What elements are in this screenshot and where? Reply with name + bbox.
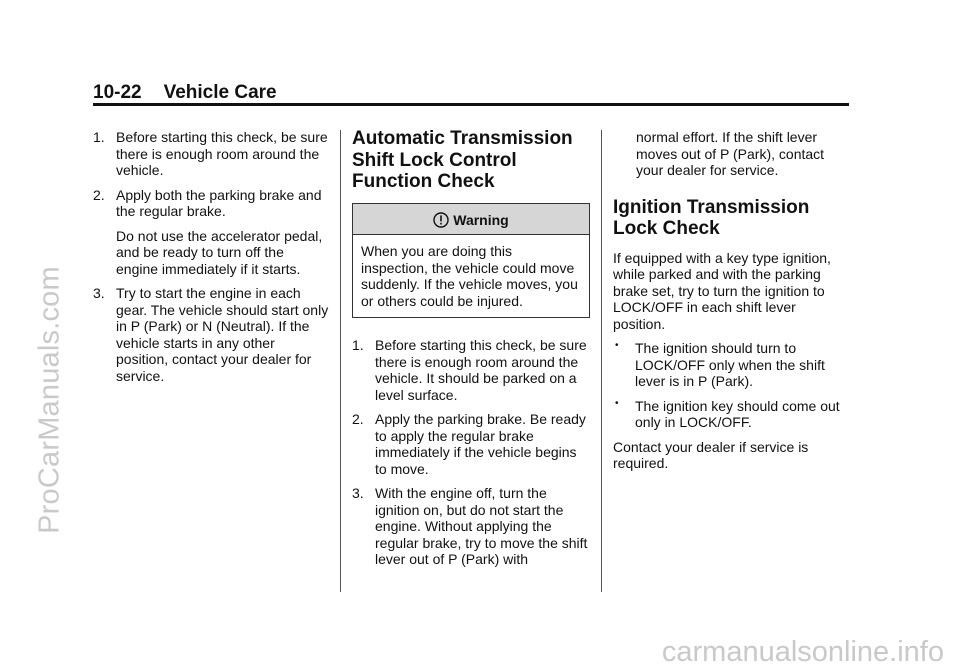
- intro-paragraph: If equipped with a key type ignition, while parked and with the parking brake set, try to turn the ignition to LOCK/OFF in each shift lever position.: [613, 249, 831, 332]
- bullet-text: The ignition key should come out only in LOCK/OFF.: [635, 397, 840, 430]
- page-number: 10-22: [93, 82, 142, 103]
- step-text: Apply the parking brake. Be ready to apply the regular brake immediately if the vehicle begins to move.: [375, 411, 586, 477]
- step-number: 1.: [93, 129, 105, 145]
- step-text: Before starting this check, be sure there is enough room around the vehicle. It should be parked on a level surface.: [375, 337, 587, 403]
- warning-icon: [433, 212, 449, 228]
- step-text: Try to start the engine in each gear. The vehicle should start only in P (Park) or N (Neutral). If the vehicle starts in any other position, contact your dealer for service.: [116, 285, 329, 384]
- warning-header: [353, 204, 589, 236]
- step-list: [93, 129, 329, 384]
- column-1: [93, 129, 329, 392]
- step-text: With the engine off, turn the ignition on, but do not start the engine. Without applying the regular brake, try to move the shift lever out of P (Park) with: [375, 485, 588, 567]
- list-item: [613, 398, 851, 431]
- column-3: [613, 129, 851, 480]
- list-item: [93, 129, 329, 179]
- column-2: [352, 128, 590, 576]
- bullet-list: [613, 340, 851, 431]
- list-item: [352, 337, 590, 403]
- step-number: 2.: [352, 411, 364, 427]
- column-divider-2: [601, 130, 602, 592]
- warning-box: [352, 203, 590, 319]
- step-number: 3.: [93, 285, 105, 301]
- section-heading: Automatic Transmission Shift Lock Control Function Check: [352, 128, 573, 192]
- bullet-icon: •: [615, 340, 619, 351]
- warning-label: Warning: [453, 211, 509, 228]
- warning-text: When you are doing this inspection, the vehicle could move suddenly. If the vehicle moves, you or others could be injured.: [361, 243, 578, 309]
- column-divider-1: [340, 130, 341, 592]
- page-header: [93, 82, 277, 104]
- list-item: [352, 411, 590, 477]
- step-text: Before starting this check, be sure there is enough room around the vehicle.: [116, 129, 328, 178]
- continued-step-text: normal effort. If the shift lever moves out of P (Park), contact your dealer for service.: [636, 129, 825, 178]
- bullet-text: The ignition should turn to LOCK/OFF only when the shift lever is in P (Park).: [635, 340, 825, 389]
- bullet-icon: •: [615, 397, 619, 409]
- closing-paragraph: Contact your dealer if service is required.: [613, 438, 809, 471]
- list-item: [613, 340, 851, 390]
- step-number: 1.: [352, 337, 364, 353]
- section-heading: Ignition Transmission Lock Check: [613, 196, 810, 239]
- header-rule: [93, 103, 849, 106]
- step-number: 3.: [352, 485, 364, 501]
- step-text: Apply both the parking brake and the regular brake.: [116, 186, 322, 219]
- bottom-watermark: carmanualsonline.info: [661, 636, 944, 668]
- step-number: 2.: [93, 186, 105, 203]
- list-item: [93, 187, 329, 278]
- step-list: [352, 337, 590, 568]
- section-title: Vehicle Care: [163, 82, 277, 103]
- list-item: [352, 485, 590, 568]
- list-item: [93, 285, 329, 384]
- step-note: Do not use the accelerator pedal, and be ready to turn off the engine immediately if it starts.: [116, 227, 323, 277]
- side-watermark: ProCarManuals.com: [33, 266, 66, 534]
